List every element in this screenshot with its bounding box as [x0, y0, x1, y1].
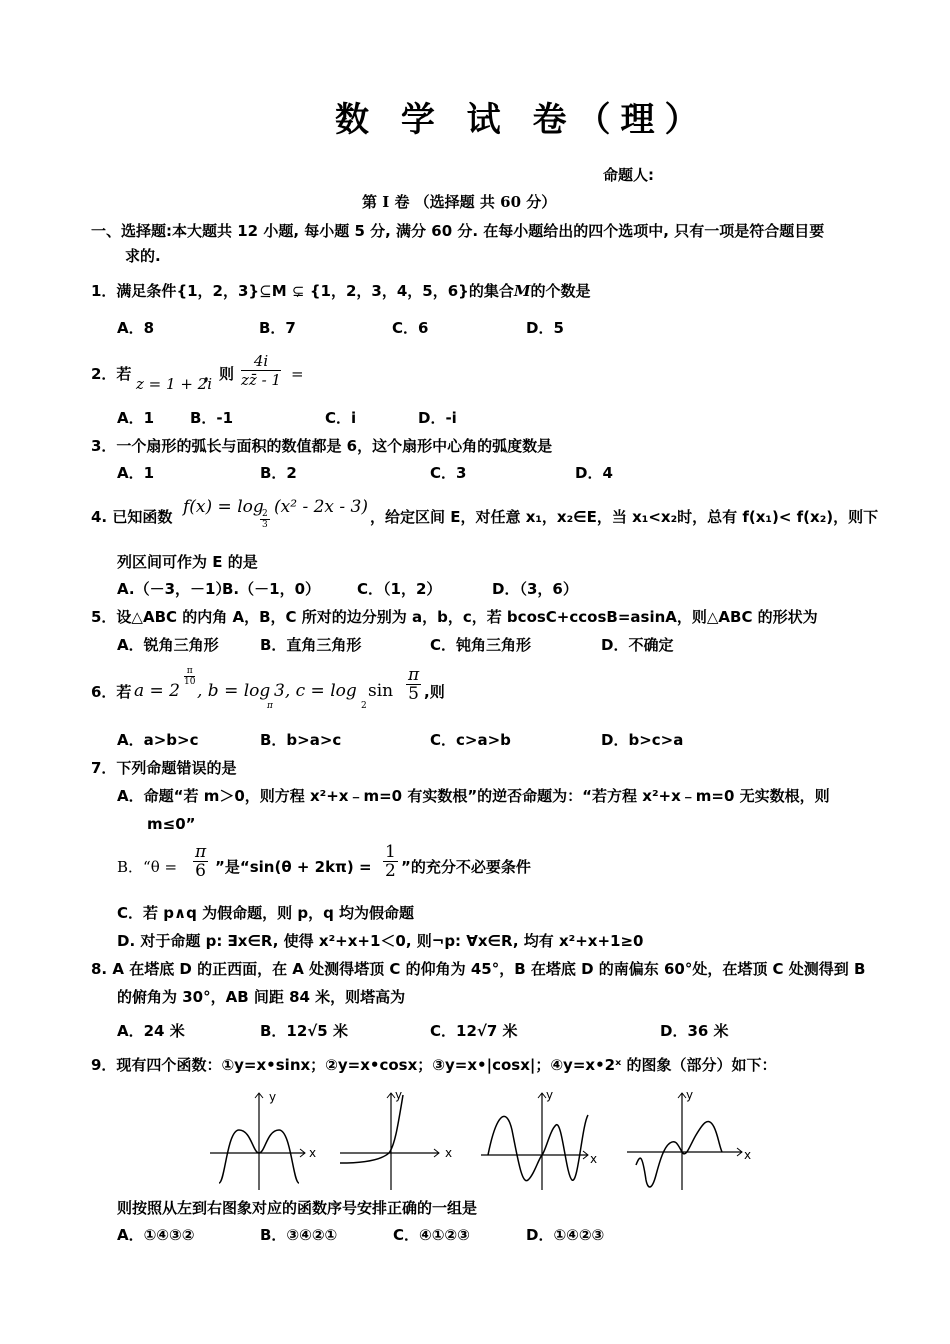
q5-option-a[interactable]: A．锐角三角形: [117, 636, 219, 654]
q4-option-a[interactable]: A.（－3，－1）: [117, 580, 231, 598]
q8-option-d[interactable]: D．36 米: [660, 1022, 729, 1040]
question-8-line2: 的俯角为 30°，AB 间距 84 米，则塔高为: [117, 988, 406, 1006]
q2-option-d[interactable]: D．-i: [418, 409, 457, 427]
graph-4-x-label: x: [744, 1148, 752, 1162]
q3-option-d[interactable]: D．4: [575, 464, 613, 482]
q4-base-den: 3: [262, 520, 268, 530]
q6-exp-den: 10: [184, 677, 196, 687]
q2-denominator: zz̄ - 1: [241, 371, 281, 389]
question-6: [91, 664, 511, 718]
q5-option-d[interactable]: D．不确定: [601, 636, 674, 654]
q4-option-d[interactable]: D．（3，6）: [492, 580, 578, 598]
question-3: 3．一个扇形的弧长与面积的数值都是 6，这个扇形中心角的弧度数是: [91, 437, 553, 455]
q7-option-a-line1[interactable]: A．命题“若 m＞0，则方程 x²+x﹣m=0 有实数根”的逆否命题为：“若方程 x²+x﹣m=0 无实数根，则: [117, 787, 830, 805]
q9-follow-text: 则按照从左到右图象对应的函数序号安排正确的一组是: [117, 1199, 478, 1217]
q6-option-c[interactable]: C．c>a>b: [430, 731, 511, 749]
q7-b-den2: 2: [385, 861, 396, 881]
graph-3-x-label: x: [590, 1152, 598, 1166]
q4-base-num: 2: [262, 509, 268, 519]
proper-subset-symbol: ⊊: [291, 282, 305, 300]
q9-option-a[interactable]: A．①④③②: [117, 1226, 195, 1244]
q1-option-d[interactable]: D．5: [526, 319, 564, 337]
page-title: 数 学 试 卷（理）: [335, 100, 709, 140]
q6-b-base: π: [267, 701, 273, 711]
graph-2: [335, 1085, 460, 1195]
q7-option-b[interactable]: [117, 843, 597, 891]
question-7: 7．下列命题错误的是: [91, 759, 237, 777]
q7-b-fraction: [193, 843, 208, 880]
q2-option-b[interactable]: B．-1: [190, 409, 234, 427]
q7-option-d[interactable]: D. 对于命题 p: ∃x∈R, 使得 x²+x+1＜0, 则¬p: ∀x∈R, 均有 x²+x+1≥0: [117, 932, 644, 950]
question-9: 9．现有四个函数：①y=x•sinx；②y=x•cosx；③y=x•|cosx|；④y=x•2ˣ 的图象（部分）如下：: [91, 1056, 777, 1074]
q2-fraction: [241, 352, 281, 389]
q1-option-b[interactable]: B．7: [259, 319, 296, 337]
q9-option-d[interactable]: D．①④②③: [526, 1226, 605, 1244]
q2-option-c[interactable]: C．i: [325, 409, 357, 427]
q8-option-a[interactable]: A．24 米: [117, 1022, 185, 1040]
q8-option-c[interactable]: C．12√7 米: [430, 1022, 518, 1040]
q6-c-base: 2: [361, 701, 367, 711]
q2-numerator: 4i: [241, 352, 281, 371]
q9-option-b[interactable]: B．③④②①: [260, 1226, 338, 1244]
author-label: 命题人:: [603, 166, 654, 184]
q6-option-d[interactable]: D．b>c>a: [601, 731, 684, 749]
graph-2-y-label: y: [395, 1088, 403, 1102]
q2-equals: =: [291, 365, 304, 383]
q6-expr-b: , b = log: [197, 681, 271, 701]
q2-text-b: ，则: [204, 365, 235, 383]
q6-text-a: 6．若: [91, 683, 132, 701]
q4-option-c[interactable]: C．（1，2）: [357, 580, 442, 598]
graph-4-y-label: y: [686, 1088, 694, 1102]
graph-2-x-label: x: [445, 1146, 453, 1160]
q7-b-fraction2: [383, 843, 398, 880]
q6-expr-a: a = 2: [134, 681, 181, 701]
q7-b-text-c: ”的充分不必要条件: [401, 858, 531, 876]
graph-3-curve: [488, 1115, 588, 1181]
q1-text-d: M: [513, 282, 531, 300]
q6-exp-num: π: [184, 666, 195, 677]
q2-z-expression: z = 1 + 2i: [136, 375, 212, 393]
q3-option-b[interactable]: B．2: [260, 464, 297, 482]
q4-text-b: ，给定区间 E，对任意 x₁，x₂∈E，当 x₁<x₂时，总有 f(x₁)< f(x₂)，则下: [370, 508, 879, 526]
q4-text-a: 4. 已知函数: [91, 508, 173, 526]
question-8-line1: 8. A 在塔底 D 的正西面，在 A 处测得塔顶 C 的仰角为 45°，B 在塔底 D 的南偏东 60°处，在塔顶 C 处测得到 B: [91, 960, 866, 978]
q3-option-c[interactable]: C．3: [430, 464, 467, 482]
q1-text-a: 1．满足条件{1，2，3}: [91, 282, 260, 300]
q6-option-b[interactable]: B．b>a>c: [260, 731, 342, 749]
graph-1: [205, 1085, 325, 1195]
q6-expr-c: 3, c = log: [274, 681, 357, 701]
q4-option-b[interactable]: B.（－1，0）: [222, 580, 321, 598]
q6-exponent: [184, 666, 195, 687]
q6-frac-num: π: [408, 665, 420, 685]
q6-fraction: [406, 666, 421, 703]
q9-option-c[interactable]: C．④①②③: [393, 1226, 470, 1244]
q7-b-text-a: B．“θ =: [117, 858, 178, 876]
question-5: 5．设△ABC 的内角 A，B，C 所对的边分别为 a，b，c，若 bcosC+ccosB=asinA，则△ABC 的形状为: [91, 608, 818, 626]
q1-option-c[interactable]: C．6: [392, 319, 429, 337]
graph-4: [624, 1085, 754, 1195]
question-4: [91, 495, 891, 539]
q4-text-c: 列区间可作为 E 的是: [117, 553, 258, 571]
graph-1-y-label: y: [269, 1090, 277, 1104]
q2-option-a[interactable]: A．1: [117, 409, 155, 427]
q6-expr-d: sin: [368, 681, 394, 701]
q5-option-b[interactable]: B．直角三角形: [260, 636, 362, 654]
part-title: 第 I 卷 （选择题 共 60 分）: [362, 193, 557, 211]
graph-1-x-label: x: [309, 1146, 317, 1160]
q3-option-a[interactable]: A．1: [117, 464, 155, 482]
q7-b-num2: 1: [385, 842, 396, 862]
graph-3-y-label: y: [546, 1088, 554, 1102]
q1-option-a[interactable]: A．8: [117, 319, 155, 337]
q5-option-c[interactable]: C．钝角三角形: [430, 636, 532, 654]
q4-function: f(x) = log: [183, 497, 264, 517]
q6-text-b: ,则: [424, 683, 445, 701]
q7-b-num: π: [195, 842, 207, 862]
q1-text-c: {1，2，3，4，5，6}的集合: [309, 282, 514, 300]
subseteq-symbol: ⊆: [259, 282, 272, 300]
q1-text-b: M: [271, 282, 287, 300]
q6-frac-den: 5: [408, 684, 419, 704]
q8-option-b[interactable]: B．12√5 米: [260, 1022, 348, 1040]
q7-option-c[interactable]: C．若 p∧q 为假命题，则 p，q 均为假命题: [117, 904, 415, 922]
q1-text-e: 的个数是: [530, 282, 591, 300]
q4-argument: (x² - 2x - 3): [274, 497, 368, 517]
section-instructions-line1: 一、选择题:本大题共 12 小题, 每小题 5 分, 满分 60 分. 在每小题给出的四个选项中, 只有一项是符合题目要: [91, 222, 825, 240]
q7-option-a-line2: m≤0”: [147, 815, 196, 833]
q6-option-a[interactable]: A．a>b>c: [117, 731, 199, 749]
q4-log-base: [260, 509, 270, 530]
section-instructions-line2: 求的.: [125, 247, 161, 265]
graph-3: [478, 1085, 608, 1195]
graph-4-curve: [636, 1122, 722, 1187]
q2-text-a: 2．若: [91, 365, 132, 383]
q7-b-text-b: ”是“sin(θ + 2kπ) =: [215, 858, 372, 876]
q7-b-den: 6: [195, 861, 206, 881]
question-1: [91, 281, 590, 301]
